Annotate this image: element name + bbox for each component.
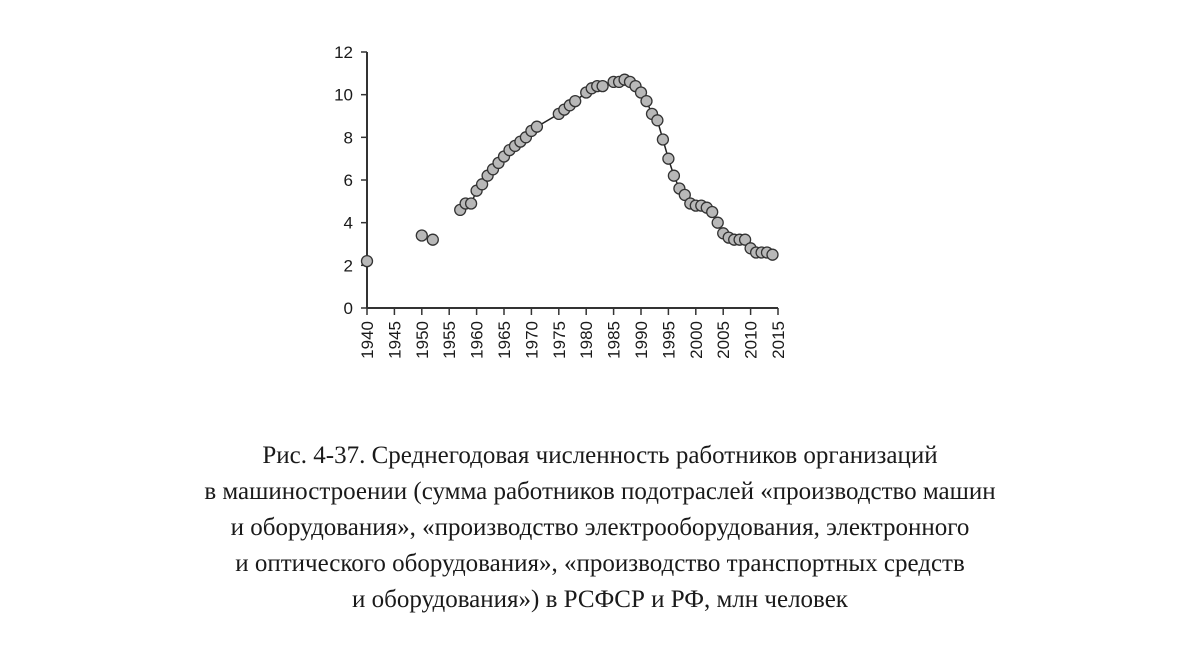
caption-line-4: и оптического оборудования», «производство транспортных средств bbox=[235, 550, 965, 577]
data-points-group bbox=[362, 74, 779, 266]
data-point bbox=[641, 96, 652, 107]
caption-line-5: и оборудования») в РСФСР и РФ, млн человек bbox=[352, 586, 848, 613]
x-tick-label: 1995 bbox=[659, 321, 679, 359]
y-tick-label: 12 bbox=[334, 43, 353, 62]
x-tick-label: 1945 bbox=[385, 321, 405, 359]
x-tick-label: 1960 bbox=[467, 320, 487, 359]
y-tick-label: 4 bbox=[343, 213, 353, 233]
data-point bbox=[652, 115, 663, 126]
data-point bbox=[362, 256, 373, 267]
data-point bbox=[427, 234, 438, 245]
y-tick-label: 8 bbox=[343, 128, 353, 148]
data-point bbox=[597, 81, 608, 92]
x-tick-label: 1980 bbox=[577, 321, 597, 359]
x-tick-label: 1975 bbox=[549, 321, 569, 359]
chart-axes bbox=[334, 43, 788, 359]
x-tick-label: 1990 bbox=[632, 321, 651, 359]
data-point bbox=[657, 134, 668, 145]
x-tick-label: 2010 bbox=[741, 321, 761, 359]
x-tick-label: 2005 bbox=[714, 321, 734, 359]
x-tick-label: 2015 bbox=[769, 321, 788, 359]
x-tick-label: 1970 bbox=[522, 321, 542, 359]
x-tick-label: 2000 bbox=[686, 321, 706, 359]
data-point bbox=[668, 170, 679, 181]
x-tick-label: 1985 bbox=[604, 321, 624, 359]
data-point bbox=[712, 217, 723, 228]
data-point bbox=[707, 207, 718, 218]
caption-line-2: в машиностроении (сумма работников подотраслей «производство машин bbox=[204, 478, 996, 505]
y-tick-label: 6 bbox=[343, 171, 353, 190]
data-point bbox=[767, 249, 778, 260]
caption-line-1: Рис. 4-37. Среднегодовая численность работников организаций bbox=[262, 442, 938, 469]
x-tick-label: 1940 bbox=[358, 321, 377, 359]
caption-line-3: и оборудования», «производство электрооборудования, электронного bbox=[230, 514, 970, 541]
x-tick-label: 1950 bbox=[412, 321, 432, 359]
y-tick-label: 10 bbox=[334, 85, 353, 105]
data-point bbox=[416, 230, 427, 241]
x-tick-label: 1955 bbox=[440, 321, 460, 359]
data-point bbox=[663, 153, 674, 164]
data-point bbox=[531, 121, 542, 132]
figure-caption bbox=[0, 438, 1200, 618]
data-point bbox=[466, 198, 477, 209]
x-tick-label: 1965 bbox=[495, 321, 514, 359]
y-tick-label: 2 bbox=[343, 256, 353, 276]
data-point bbox=[570, 96, 581, 107]
y-tick-label: 0 bbox=[343, 299, 353, 318]
